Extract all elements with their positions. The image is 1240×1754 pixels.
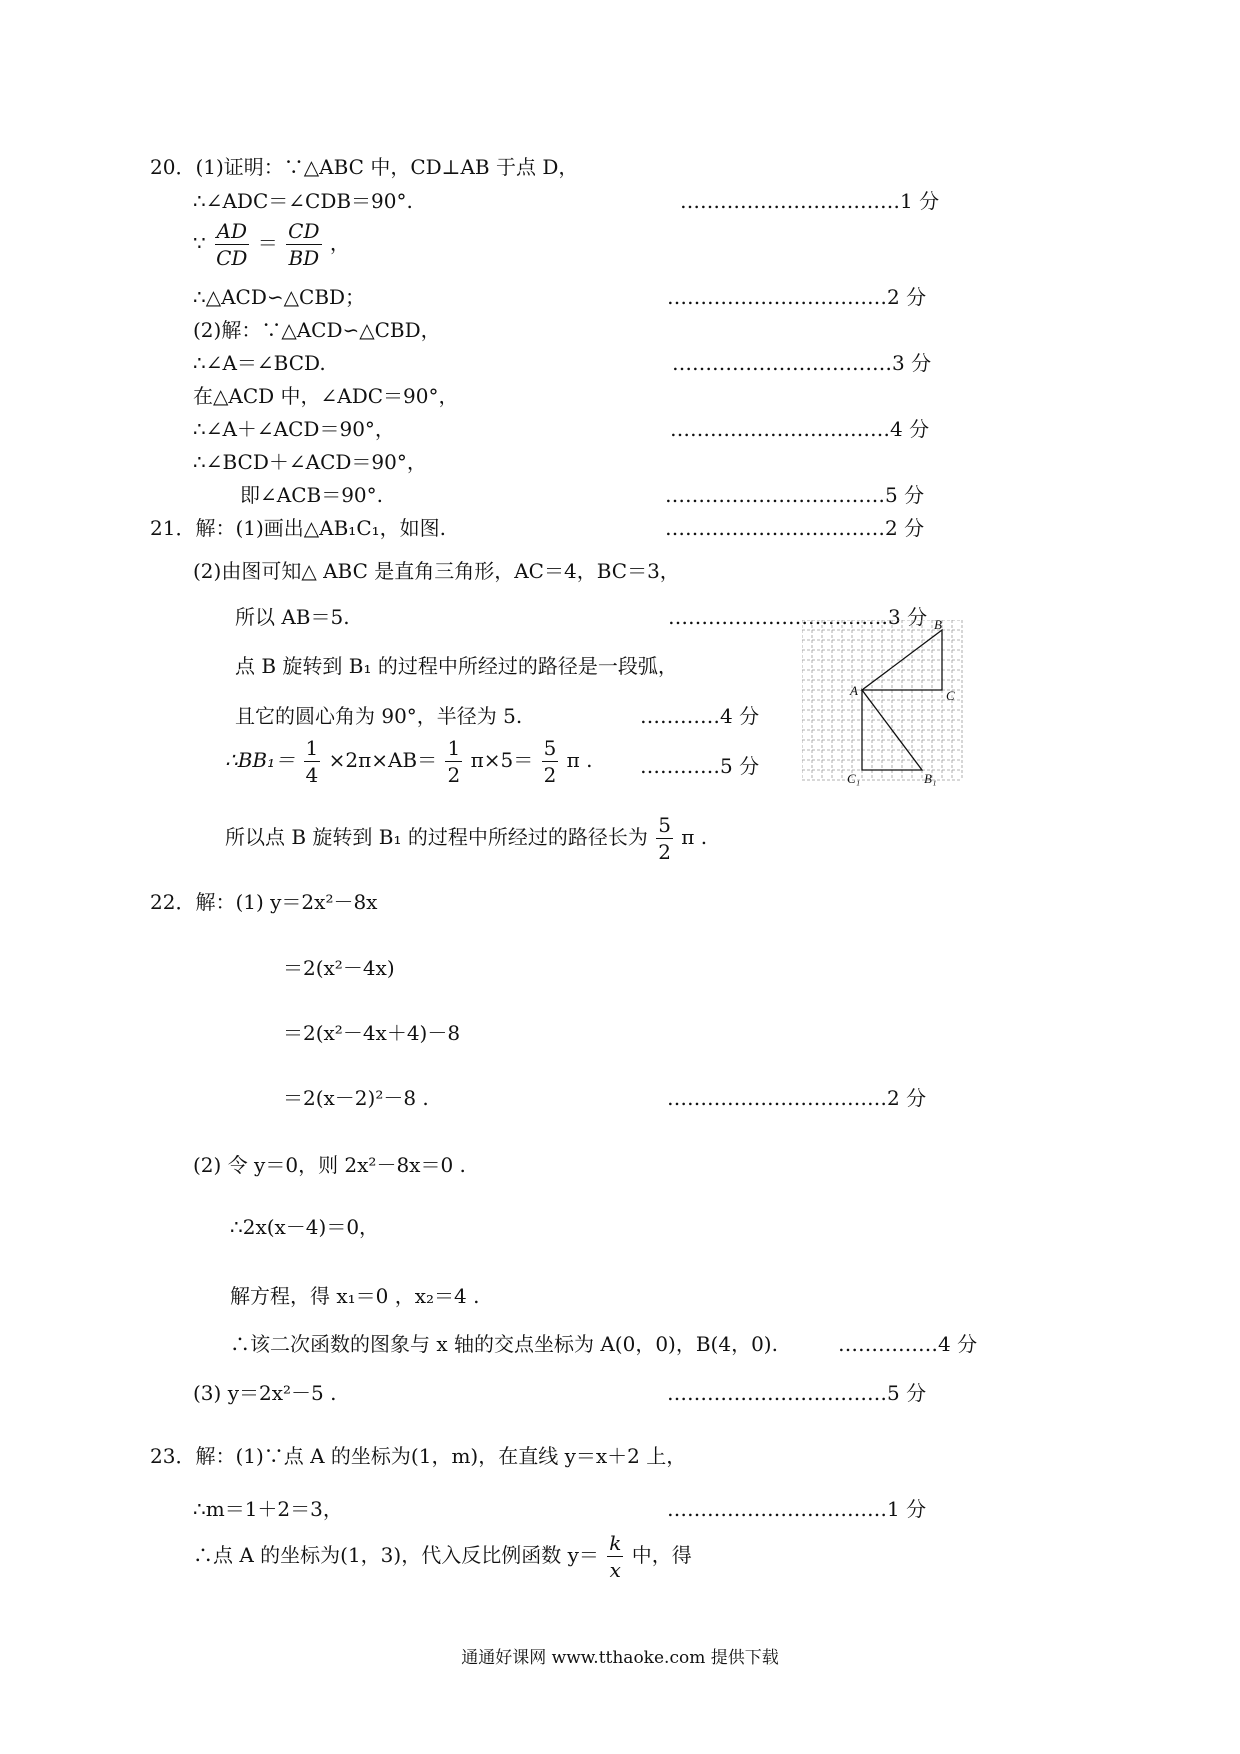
grid-lines <box>802 620 962 780</box>
q23-line-3-text: ∴点 A 的坐标为(1，3)，代入反比例函数 y＝ <box>193 1543 599 1567</box>
fraction-five-halves-final <box>656 812 673 865</box>
q21-line-3: 所以 AB＝5. <box>235 605 350 629</box>
equals-sign: ＝ <box>257 231 278 255</box>
q22-line-9: (3) y＝2x²－5 . <box>193 1381 337 1405</box>
label-b: B <box>934 620 942 632</box>
q23-line-3 <box>193 1530 692 1583</box>
q23-line-1: 23．解：(1)∵点 A 的坐标为(1，m)，在直线 y＝x＋2 上， <box>150 1444 687 1468</box>
fraction-numerator: 5 <box>658 813 671 837</box>
q20-line-3 <box>193 218 350 271</box>
fraction-k-over-x <box>607 1530 623 1583</box>
q22-score-1: ……………………………2 分 <box>667 1086 927 1110</box>
q22-score-2: ……………4 分 <box>838 1332 978 1356</box>
fraction-denominator: BD <box>288 246 320 270</box>
label-c: C <box>946 688 955 703</box>
fraction-numerator: 1 <box>447 736 461 760</box>
q20-score-3: ……………………………3 分 <box>672 351 932 375</box>
q20-line-9: ∴∠BCD＋∠ACD＝90°， <box>193 450 427 474</box>
q20-score-4: ……………………………4 分 <box>670 417 930 441</box>
q22-line-4: ＝2(x－2)²－8 . <box>283 1086 429 1110</box>
fraction-denominator: CD <box>216 246 248 270</box>
fraction-one-quarter <box>304 735 321 788</box>
q23-line-3-suffix: 中，得 <box>631 1543 692 1567</box>
q21-line-4: 点 B 旋转到 B₁ 的过程中所经过的路径是一段弧， <box>235 654 678 678</box>
q20-score-2: ……………………………2 分 <box>667 285 927 309</box>
fraction-numerator: AD <box>216 219 247 243</box>
q20-line-8: ∴∠A＋∠ACD＝90°， <box>193 417 395 441</box>
q22-line-3: ＝2(x²－4x＋4)－8 <box>283 1021 461 1045</box>
q22-line-5: (2) 令 y＝0，则 2x²－8x＝0 . <box>193 1153 466 1177</box>
fraction-denominator: 2 <box>543 763 557 787</box>
fraction-cd-bd <box>286 218 321 271</box>
q21-line-7 <box>225 812 707 865</box>
page-footer: 通通好课网 www.tthaoke.com 提供下载 <box>461 1648 779 1668</box>
pi-suffix: π . <box>681 825 708 849</box>
expr-middle-1: ×2π×AB＝ <box>328 748 438 772</box>
q22-score-3: ……………………………5 分 <box>667 1381 927 1405</box>
q20-score-5: ……………………………5 分 <box>665 483 925 507</box>
fraction-numerator: k <box>609 1531 622 1555</box>
fraction-denominator: 2 <box>658 840 671 864</box>
q21-score-3: …………4 分 <box>640 704 760 728</box>
arc-bb1-prefix: ∴BB₁＝ <box>225 748 296 772</box>
fraction-numerator: 5 <box>543 736 557 760</box>
fraction-five-halves <box>542 735 559 788</box>
fraction-denominator: 4 <box>305 763 319 787</box>
conclusion-text: 所以点 B 旋转到 B₁ 的过程中所经过的路径长为 <box>225 825 648 849</box>
expr-middle-2: π×5＝ <box>470 748 534 772</box>
q20-line-2: ∴∠ADC＝∠CDB＝90°. <box>193 189 413 213</box>
q20-score-1: ……………………………1 分 <box>680 189 940 213</box>
fraction-denominator: 2 <box>447 763 461 787</box>
label-c1: C₁ <box>847 771 861 786</box>
fraction-denominator: x <box>609 1558 621 1582</box>
q20-line-7: 在△ACD 中，∠ADC＝90°， <box>193 384 459 408</box>
q21-score-1: ……………………………2 分 <box>665 516 925 540</box>
q22-line-2: ＝2(x²－4x) <box>283 956 395 980</box>
q21-line-6 <box>225 735 593 788</box>
fraction-one-half <box>445 735 462 788</box>
q21-score-4: …………5 分 <box>640 754 760 778</box>
q20-line-3-prefix: ∵ <box>193 231 206 255</box>
q20-line-1: 20．(1)证明：∵△ABC 中，CD⊥AB 于点 D， <box>150 155 579 179</box>
q21-line-1: 21．解：(1)画出△AB₁C₁，如图. <box>150 516 446 540</box>
expr-suffix: π . <box>566 748 593 772</box>
q22-line-1: 22．解：(1) y＝2x²－8x <box>150 890 378 914</box>
q21-score-2: ……………………………3 分 <box>668 605 928 629</box>
q22-line-7: 解方程，得 x₁＝0 ，x₂＝4 . <box>230 1284 480 1308</box>
triangle-rotation-figure <box>802 620 974 792</box>
comma: ， <box>329 231 350 255</box>
fraction-ad-cd <box>214 218 249 271</box>
q22-line-8: ∴该二次函数的图象与 x 轴的交点坐标为 A(0，0)，B(4，0). <box>230 1332 778 1356</box>
q20-line-6: ∴∠A＝∠BCD. <box>193 351 326 375</box>
q20-line-4: ∴△ACD∽△CBD； <box>193 285 366 309</box>
q20-line-5: (2)解：∵△ACD∽△CBD， <box>193 318 441 342</box>
q23-score-1: ……………………………1 分 <box>667 1497 927 1521</box>
label-b1: B₁ <box>924 771 937 786</box>
q20-line-10: 即∠ACB＝90°. <box>240 483 384 507</box>
fraction-numerator: CD <box>288 219 320 243</box>
label-a: A <box>850 683 858 698</box>
q22-line-6: ∴2x(x－4)＝0， <box>230 1215 380 1239</box>
fraction-numerator: 1 <box>305 736 319 760</box>
q23-line-2: ∴m＝1＋2＝3， <box>193 1497 343 1521</box>
q21-line-5: 且它的圆心角为 90°，半径为 5. <box>235 704 523 728</box>
q21-line-2: (2)由图可知△ ABC 是直角三角形，AC＝4，BC＝3， <box>193 559 680 583</box>
